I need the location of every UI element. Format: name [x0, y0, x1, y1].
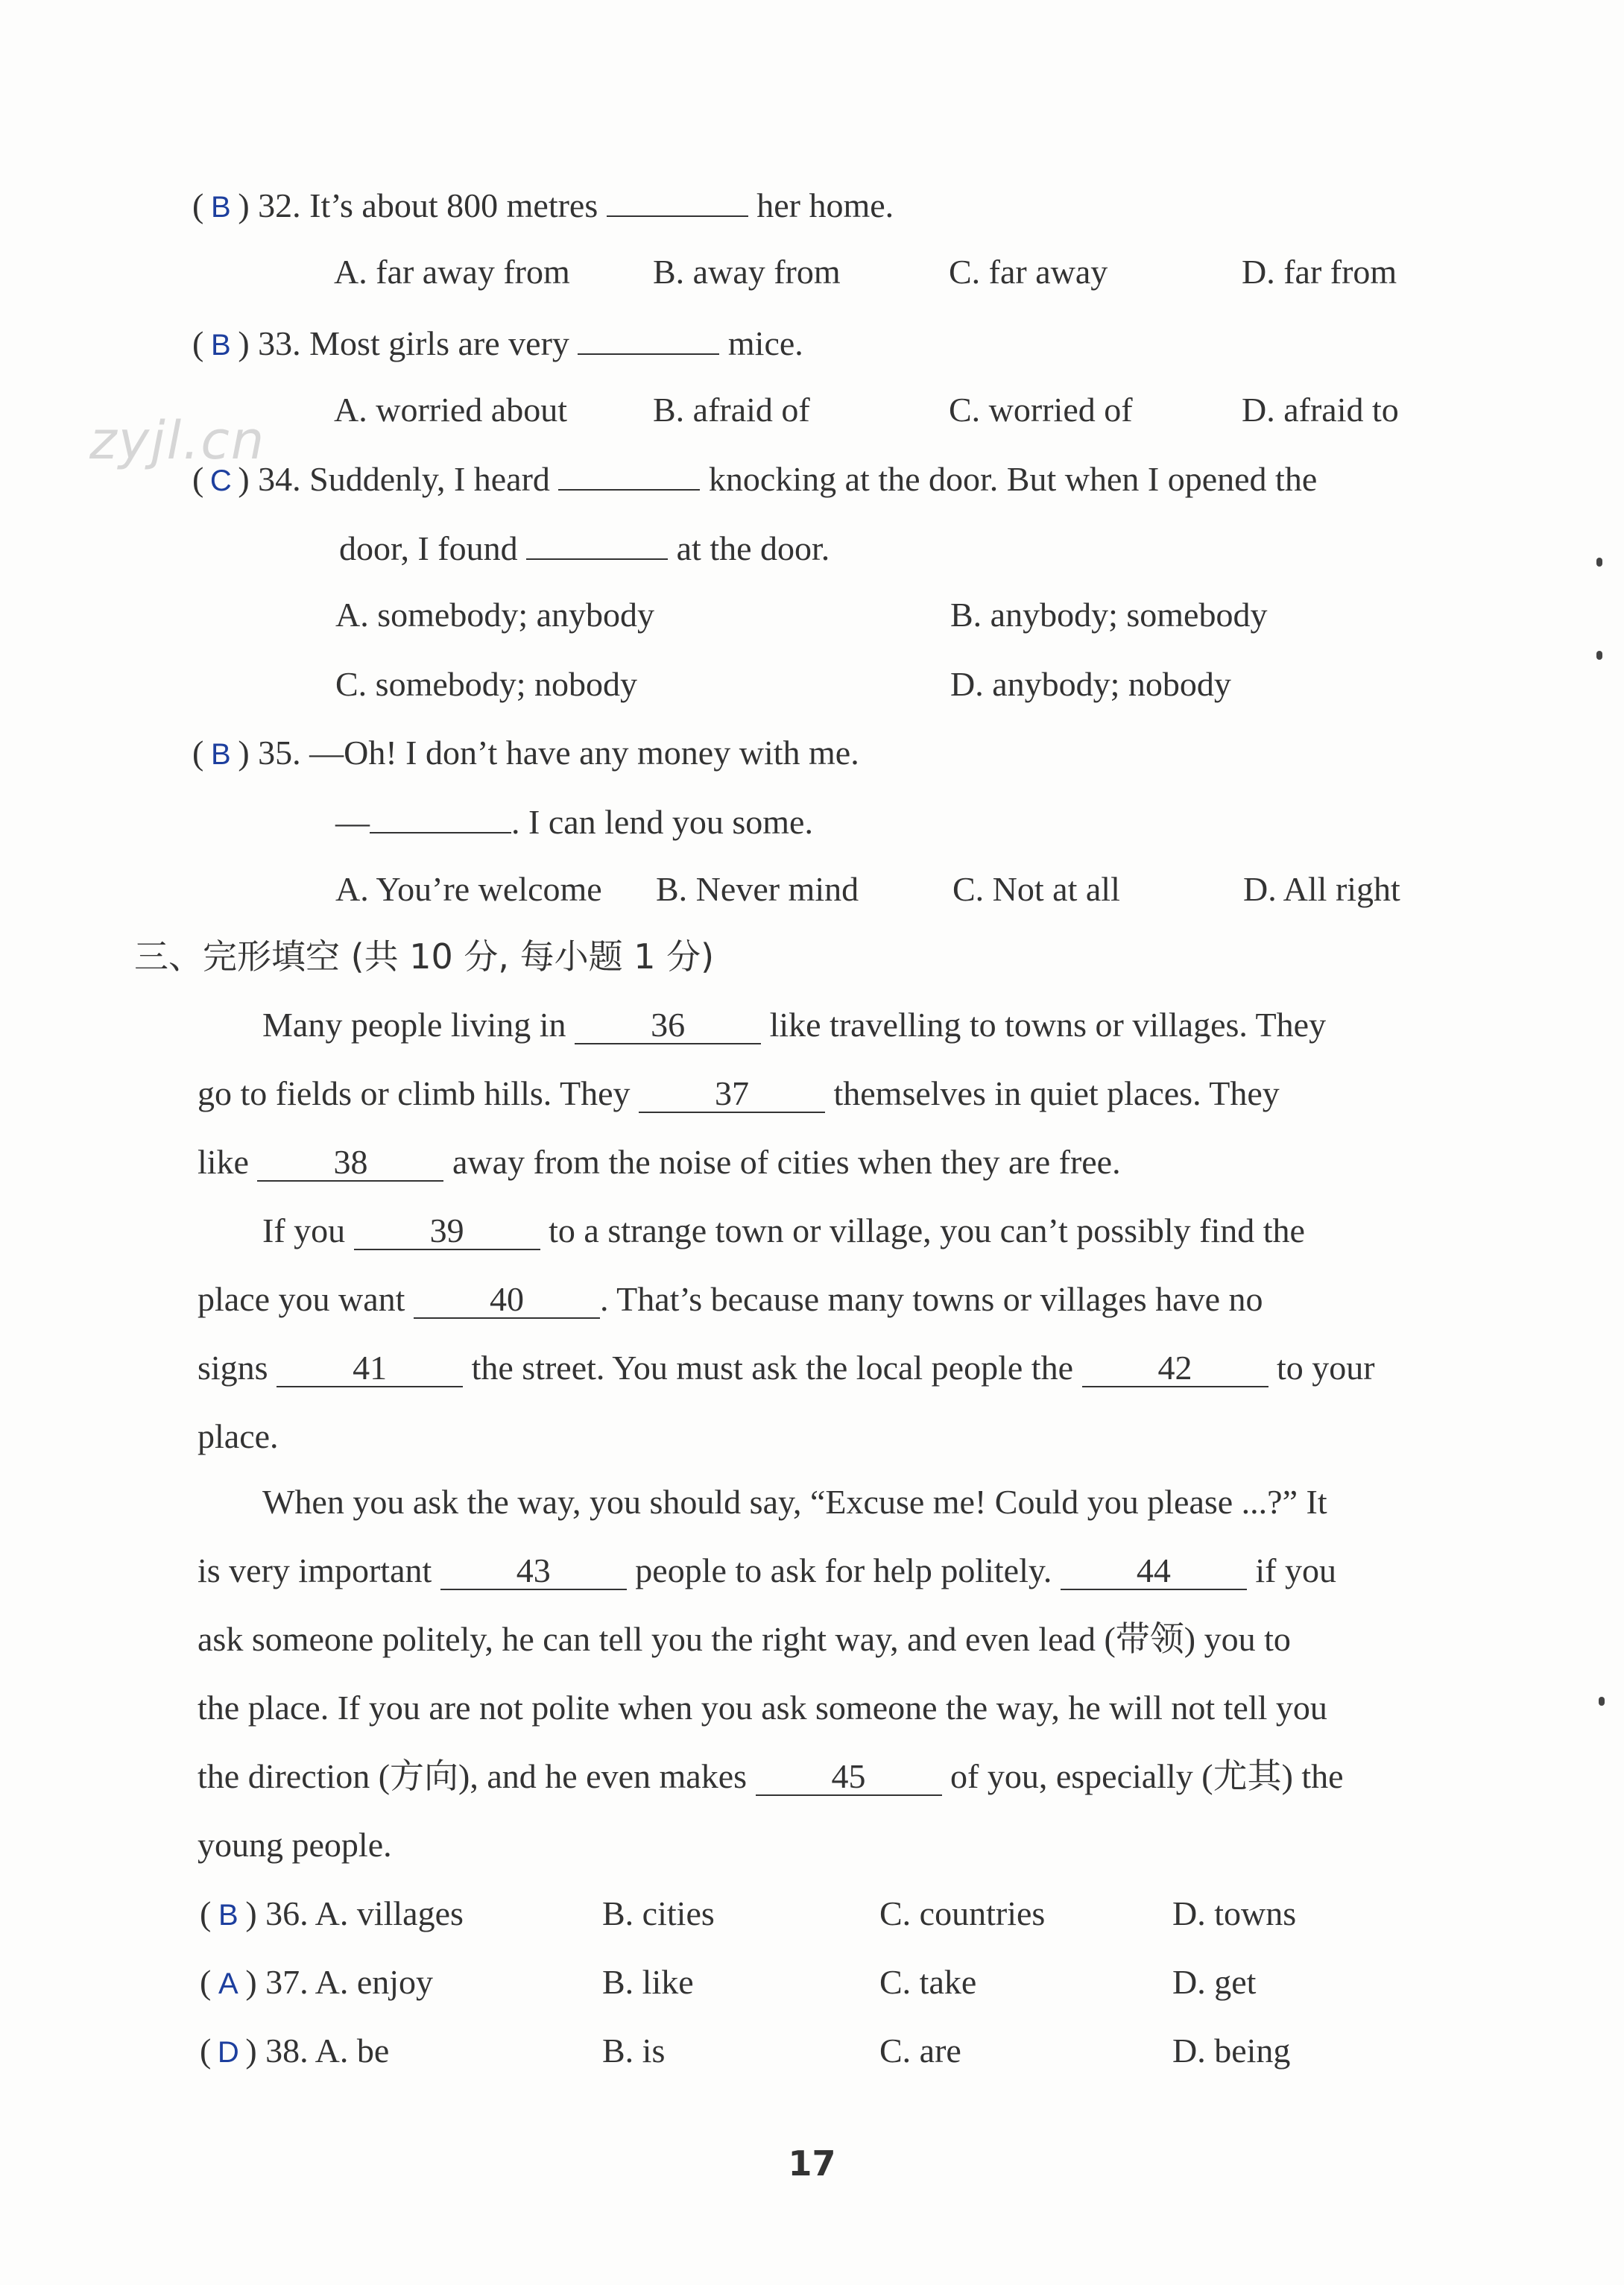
passage-line-7: place. [198, 1417, 279, 1455]
option-35-a: A. You’re welcome [335, 870, 602, 908]
numbered-blank-45: 45 [756, 1759, 942, 1796]
answer-34: C [209, 464, 232, 497]
blank [607, 183, 748, 217]
passage-line-3: like 38 away from the noise of cities when they are free. [198, 1143, 1121, 1181]
option-33-d: D. afraid to [1242, 391, 1399, 429]
option-37-c: C. take [879, 1963, 977, 2001]
numbered-blank-42: 42 [1082, 1350, 1268, 1387]
passage-line-10: ask someone politely, he can tell you the right way, and even lead (带领) you to [198, 1620, 1291, 1658]
section-title: 三、完形填空 (共 10 分, 每小题 1 分) [134, 936, 715, 977]
question-34-line2: door, I found at the door. [339, 526, 830, 571]
page-number: 17 [788, 2143, 836, 2184]
answer-32: B [210, 191, 231, 224]
scan-speck [1596, 651, 1602, 660]
option-33-c: C. worried of [949, 391, 1133, 429]
passage-line-1: Many people living in 36 like travelling to towns or villages. They [262, 1006, 1327, 1044]
scan-speck [1596, 558, 1602, 567]
question-38: ( D ) 38. A. be [200, 2029, 389, 2075]
question-33: ( B ) 33. Most girls are very mice. [192, 321, 803, 368]
option-32-c: C. far away [949, 253, 1108, 291]
passage-line-12: the direction (方向), and he even makes 45 of you, especially (尤其) the [198, 1757, 1344, 1795]
answer-35: B [210, 738, 231, 771]
option-33-a: A. worried about [334, 391, 567, 429]
question-35-line2: — . I can lend you some. [335, 799, 813, 845]
question-37: ( A ) 37. A. enjoy [200, 1960, 433, 2006]
answer-36: B [218, 1899, 238, 1932]
option-34-d: D. anybody; nobody [950, 665, 1231, 703]
option-36-b: B. cities [602, 1894, 715, 1932]
option-32-a: A. far away from [334, 253, 570, 291]
numbered-blank-40: 40 [414, 1282, 600, 1319]
numbered-blank-44: 44 [1061, 1553, 1247, 1590]
numbered-blank-38: 38 [257, 1144, 443, 1182]
watermark: zyjl.cn [89, 410, 266, 471]
passage-line-8: When you ask the way, you should say, “Excuse me! Could you please ...?” It [262, 1483, 1327, 1521]
blank [558, 456, 700, 491]
option-35-c: C. Not at all [952, 870, 1120, 908]
option-36-c: C. countries [879, 1894, 1046, 1932]
option-32-b: B. away from [653, 253, 841, 291]
question-36: ( B ) 36. A. villages [200, 1891, 464, 1938]
blank [526, 526, 668, 560]
option-38-d: D. being [1172, 2032, 1291, 2070]
numbered-blank-37: 37 [639, 1076, 825, 1113]
passage-line-11: the place. If you are not polite when you ask someone the way, he will not tell you [198, 1689, 1327, 1727]
option-35-d: D. All right [1243, 870, 1400, 908]
option-37-d: D. get [1172, 1963, 1257, 2001]
option-34-c: C. somebody; nobody [335, 665, 638, 703]
question-34: ( C ) 34. Suddenly, I heard knocking at the door. But when I opened the [192, 456, 1317, 503]
option-38-c: C. are [879, 2032, 961, 2070]
scan-speck [1599, 1697, 1605, 1706]
option-35-b: B. Never mind [656, 870, 859, 908]
option-33-b: B. afraid of [653, 391, 810, 429]
question-35: ( B ) 35. —Oh! I don’t have any money with me. [192, 731, 859, 777]
option-34-a: A. somebody; anybody [335, 596, 655, 634]
passage-line-6: signs 41 the street. You must ask the local people the 42 to your [198, 1349, 1375, 1387]
numbered-blank-39: 39 [354, 1213, 540, 1250]
option-32-d: D. far from [1242, 253, 1397, 291]
numbered-blank-36: 36 [575, 1007, 761, 1044]
numbered-blank-41: 41 [277, 1350, 463, 1387]
passage-line-9: is very important 43 people to ask for help politely. 44 if you [198, 1551, 1336, 1589]
option-38-b: B. is [602, 2032, 666, 2070]
blank [370, 799, 511, 833]
question-32: ( B ) 32. It’s about 800 metres her home. [192, 183, 894, 230]
answer-38: D [217, 2036, 239, 2069]
option-37-b: B. like [602, 1963, 694, 2001]
passage-line-4: If you 39 to a strange town or village, you can’t possibly find the [262, 1211, 1305, 1249]
option-36-d: D. towns [1172, 1894, 1297, 1932]
answer-37: A [218, 1967, 238, 2000]
passage-line-5: place you want 40 . That’s because many towns or villages have no [198, 1280, 1263, 1318]
numbered-blank-43: 43 [440, 1553, 627, 1590]
answer-33: B [210, 329, 231, 362]
passage-line-2: go to fields or climb hills. They 37 themselves in quiet places. They [198, 1074, 1280, 1112]
passage-line-13: young people. [198, 1826, 392, 1864]
option-34-b: B. anybody; somebody [950, 596, 1268, 634]
blank [578, 321, 719, 355]
